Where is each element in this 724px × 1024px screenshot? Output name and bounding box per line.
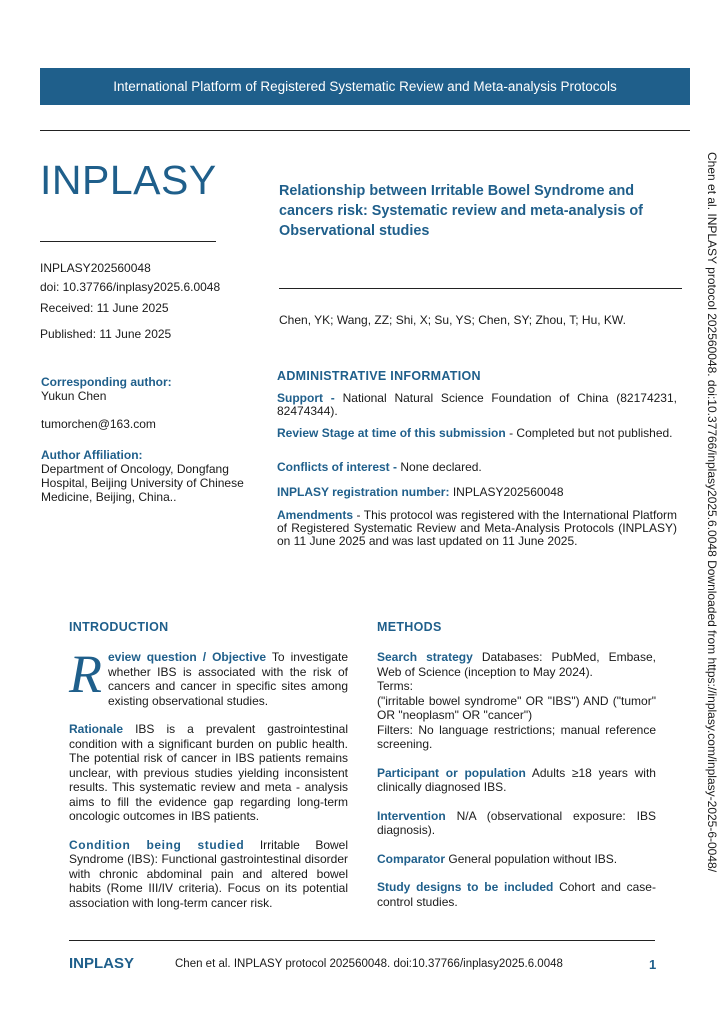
participant-text: Adults ≥18 years with clinically diagnosed IBS. <box>377 765 656 794</box>
study-designs-label: Study designs to be included <box>377 880 554 894</box>
admin-heading: ADMINISTRATIVE INFORMATION <box>277 369 481 383</box>
participant-paragraph <box>377 766 656 795</box>
corresponding-label: Corresponding author: <box>41 375 172 389</box>
condition-paragraph <box>69 838 348 911</box>
comparator-label: Comparator <box>377 851 446 866</box>
conflicts-field <box>277 461 677 474</box>
banner-text: International Platform of Registered Systematic Review and Meta-analysis Protocols <box>113 79 617 94</box>
intervention-paragraph <box>377 809 656 838</box>
search-strategy-label: Search strategy <box>377 650 473 664</box>
condition-text: Irritable Bowel Syndrome (IBS): Functional gastrointestinal disorder with chronic abdominal pain and altered bowel habits (Rome III/IV criteria). Focus on its potential association with long-term cancer risk. <box>69 837 348 910</box>
footer-citation: Chen et al. INPLASY protocol 202560048. doi:10.37766/inplasy2025.6.0048 <box>175 958 563 970</box>
condition-label: Condition being studied <box>69 837 245 852</box>
study-designs-paragraph <box>377 880 656 909</box>
paper-title: Relationship between Irritable Bowel Syndrome and cancers risk: Systematic review and meta-analysis of Observational studies <box>279 183 643 239</box>
received-date: Received: 11 June 2025 <box>40 301 169 315</box>
review-stage-field <box>277 427 677 440</box>
title-rule <box>279 288 682 289</box>
comparator-paragraph <box>377 852 656 867</box>
rationale-text: IBS is a prevalent gastrointestinal condition with a significant burden on public health. The potential risk of cancer in IBS patients remains unclear, with previous studies yielding inconsistent results. This systematic review and meta - analysis aims to fill the evidence gap regarding long-term oncologic outcomes in IBS patients. <box>69 722 348 823</box>
methods-heading: METHODS <box>377 620 442 634</box>
doi[interactable]: doi: 10.37766/inplasy2025.6.0048 <box>40 280 221 294</box>
review-question-label: eview question / Objective <box>108 650 267 664</box>
search-strategy-line1: Databases: PubMed, Embase, Web of Science (inception to May 2024). <box>377 650 656 679</box>
support-label: Support - <box>277 391 335 405</box>
footer-brand: INPLASY <box>69 955 135 972</box>
search-strategy-line2: Terms: <box>377 679 413 693</box>
corresponding-block <box>41 375 241 431</box>
study-designs-text: Cohort and case-control studies. <box>377 880 656 909</box>
inplasy-logo: INPLASY <box>40 157 217 203</box>
intervention-text: N/A (observational exposure: IBS diagnosis). <box>377 808 656 837</box>
methods-column <box>377 650 656 923</box>
registration-label: INPLASY registration number: <box>277 485 450 499</box>
footer-rule <box>69 940 655 941</box>
vertical-citation: Chen et al. INPLASY protocol 202560048. doi:10.37766/inplasy2025.6.0048 Downloaded from https://inplasy.com/inplasy-2025-6-0048/ <box>705 152 719 873</box>
amendments-field <box>277 509 677 548</box>
affiliation-text: Department of Oncology, Dongfang Hospital, Beijing University of Chinese Medicine, Beijing, China.. <box>41 462 244 504</box>
top-rule <box>40 130 690 131</box>
search-strategy-line4: Filters: No language restrictions; manual reference screening. <box>377 722 656 751</box>
registration-number: INPLASY202560048 <box>452 485 564 499</box>
published-date: Published: 11 June 2025 <box>40 327 172 341</box>
participant-label: Participant or population <box>377 765 526 780</box>
introduction-heading: INTRODUCTION <box>69 620 169 634</box>
author-list: Chen, YK; Wang, ZZ; Shi, X; Su, YS; Chen, SY; Zhou, T; Hu, KW. <box>279 313 626 327</box>
affiliation-block <box>41 448 246 504</box>
page-number: 1 <box>649 957 657 972</box>
amendments-text: - This protocol was registered with the International Platform of Registered Systematic Review and Meta-Analysis Protocols (INPLASY) on 11 June 2025 and was last updated on 11 June 2025. <box>277 508 677 548</box>
comparator-text: General population without IBS. <box>448 851 618 866</box>
header-banner <box>40 68 690 105</box>
conflicts-text: None declared. <box>400 460 482 474</box>
brand-rule <box>40 241 216 242</box>
amendments-label: Amendments <box>277 508 354 522</box>
search-strategy-line3: ("irritable bowel syndrome" OR "IBS") AND ("tumor" OR "neoplasm" OR "cancer") <box>377 693 656 722</box>
registration-field <box>277 486 677 499</box>
support-field <box>277 392 677 418</box>
review-question-text: To investigate whether IBS is associated with the risk of cancers and cancer in specific sites among existing observational studies. <box>108 650 348 708</box>
support-text: National Natural Science Foundation of China (82174231, 82474344). <box>277 391 677 418</box>
rationale-label: Rationale <box>69 722 124 736</box>
protocol-id: INPLASY202560048 <box>40 261 151 275</box>
introduction-column <box>69 644 348 924</box>
drop-cap: R <box>69 644 102 704</box>
conflicts-label: Conflicts of interest - <box>277 460 398 474</box>
review-stage-label: Review Stage at time of this submission <box>277 426 506 440</box>
search-strategy-paragraph <box>377 650 656 752</box>
affiliation-label: Author Affiliation: <box>41 448 143 462</box>
corresponding-name: Yukun Chen <box>41 389 107 403</box>
corresponding-email[interactable]: tumorchen@163.com <box>41 417 156 431</box>
rationale-paragraph <box>69 722 348 824</box>
intervention-label: Intervention <box>377 808 446 823</box>
review-stage-text: - Completed but not published. <box>509 426 673 440</box>
review-question-paragraph <box>69 644 348 708</box>
